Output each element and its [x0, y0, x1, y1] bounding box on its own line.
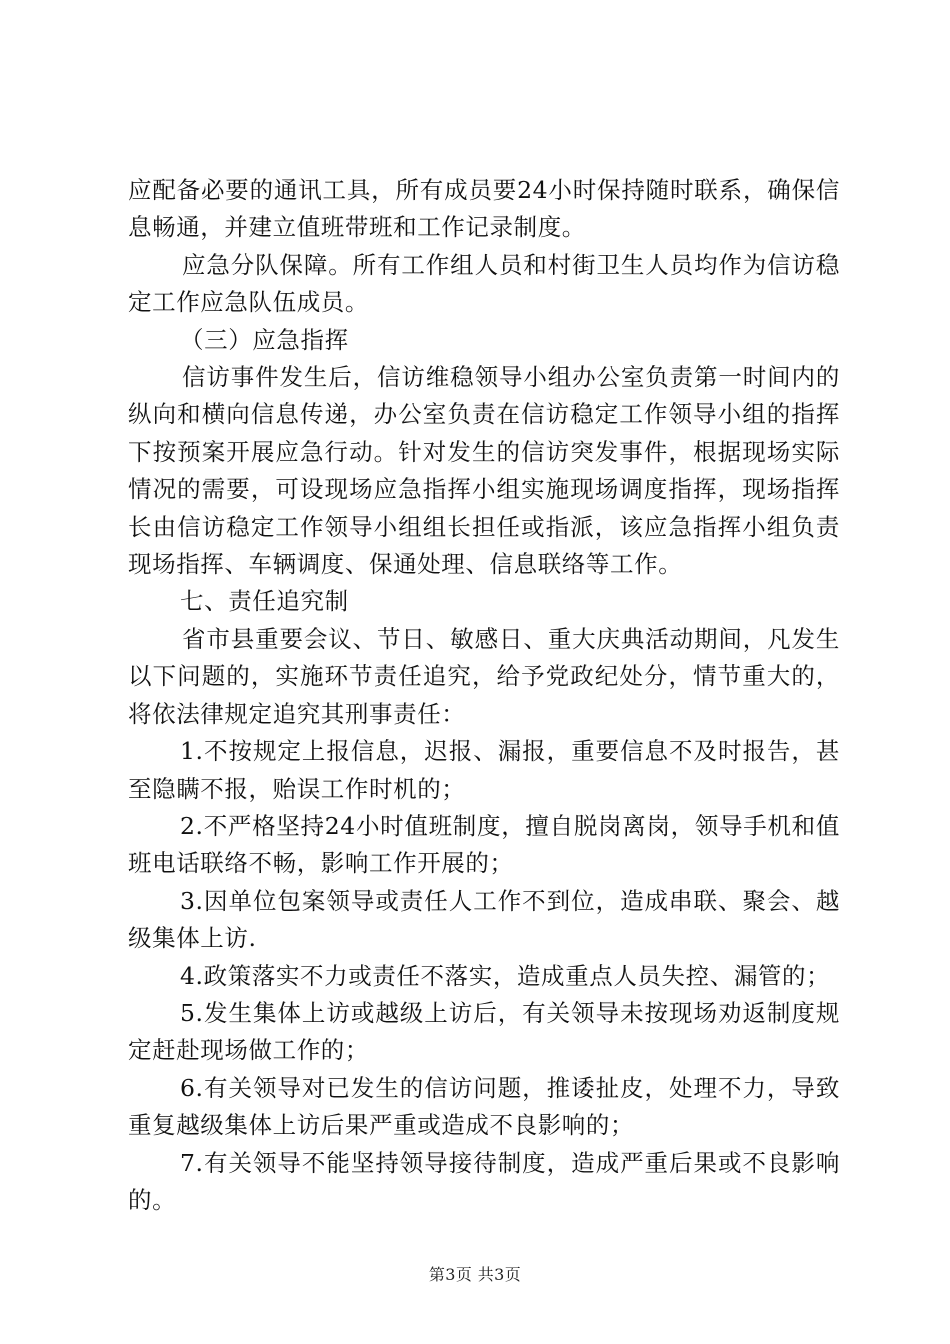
- list-item-3: 3.因单位包案领导或责任人工作不到位，造成串联、聚会、越级集体上访.: [128, 886, 840, 953]
- list-item-4: 4.政策落实不力或责任不落实，造成重点人员失控、漏管的；: [180, 961, 831, 990]
- paragraph-continuation: 应配备必要的通讯工具，所有成员要24小时保持随时联系，确保信息畅通，并建立值班带班和工作记录制度。: [128, 176, 840, 242]
- list-item-5: 5.发生集体上访或越级上访后，有关领导未按现场劝返制度规定赶赴现场做工作的；: [128, 998, 840, 1065]
- paragraph-command-procedure: 信访事件发生后，信访维稳领导小组办公室负责第一时间内的纵向和横向信息传递，办公室负责在信访稳定工作领导小组的指挥下按预案开展应急行动。针对发生的信访突发事件，根据现场实际情况的需要，可设现场应急指挥小组实施现场调度指挥，现场指挥长由信访稳定工作领导小组组长担任或指派，该应急指挥小组负责现场指挥、车辆调度、保通处理、信息联络等工作。: [128, 363, 840, 579]
- list-item-6: 6.有关领导对已发生的信访问题，推诿扯皮，处理不力，导致重复越级集体上访后果严重或造成不良影响的；: [128, 1073, 840, 1140]
- subheading-emergency-command: （三）应急指挥: [180, 325, 349, 354]
- document-body: [128, 172, 840, 1219]
- list-item-1: 1.不按规定上报信息，迟报、漏报，重要信息不及时报告，甚至隐瞒不报，贻误工作时机的；: [128, 737, 840, 803]
- page-number-footer: 第3页 共3页: [428, 1265, 522, 1284]
- paragraph-accountability-intro: 省市县重要会议、节日、敏感日、重大庆典活动期间，凡发生以下问题的，实施环节责任追究，给予党政纪处分，情节重大的，将依法律规定追究其刑事责任：: [128, 624, 840, 728]
- list-item-2: 2.不严格坚持24小时值班制度，擅自脱岗离岗，领导手机和值班电话联络不畅，影响工作开展的；: [128, 811, 840, 878]
- paragraph-emergency-team: 应急分队保障。所有工作组人员和村街卫生人员均作为信访稳定工作应急队伍成员。: [128, 250, 840, 317]
- list-item-7: 7.有关领导不能坚持领导接待制度，造成严重后果或不良影响的。: [128, 1148, 840, 1214]
- section-heading-accountability: 七、责任追究制: [180, 587, 349, 616]
